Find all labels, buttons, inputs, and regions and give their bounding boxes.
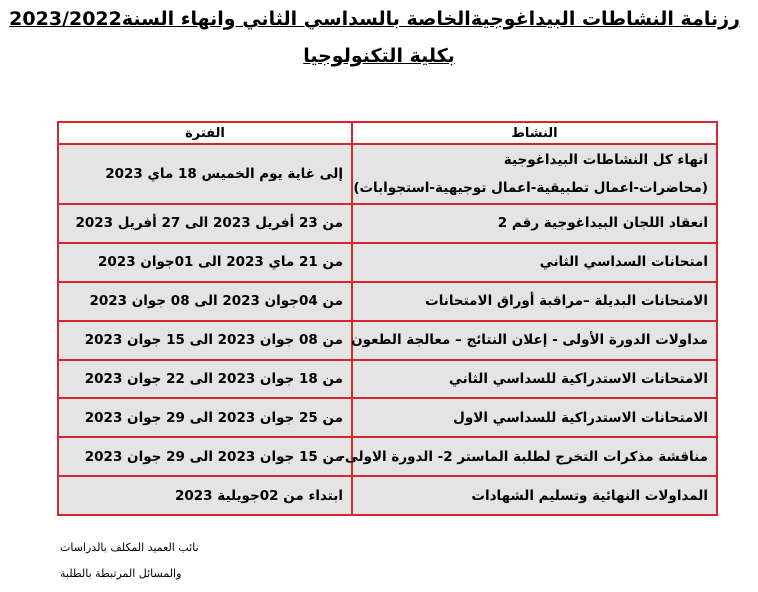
header-activity: النشاط [352, 122, 717, 144]
period-cell: من 21 ماي 2023 الى 01جوان 2023 [58, 243, 352, 282]
activity-cell [352, 144, 717, 204]
activity-subtext: (محاضرات-اعمال تطبيقية-اعمال توجيهية-استجوابات) [353, 180, 708, 196]
document-title: رزنامة النشاطات البيداغوجيةالخاصة بالسداسي الثاني وانهاء السنة2023/2022 [9, 8, 740, 30]
header-period: الفترة [58, 122, 352, 144]
activity-cell: الامتحانات البديلة –مراقبة أوراق الامتحانات [352, 282, 717, 321]
activity-cell: المداولات النهائية وتسليم الشهادات [352, 476, 717, 515]
table-row [58, 476, 717, 515]
activity-text: انهاء كل النشاطات البيداغوجية [503, 152, 708, 168]
table-row [58, 144, 717, 204]
activity-cell: مناقشة مذكرات التخرج لطلبة الماستر 2- الدورة الاولى- [352, 437, 717, 476]
period-cell: من 25 جوان 2023 الى 29 جوان 2023 [58, 398, 352, 437]
table-row [58, 243, 717, 282]
period-cell: من 15 جوان 2023 الى 29 جوان 2023 [58, 437, 352, 476]
period-cell: من 08 جوان 2023 الى 15 جوان 2023 [58, 321, 352, 360]
table-header-row [58, 122, 717, 144]
table-row [58, 398, 717, 437]
activity-cell: امتحانات السداسي الثاني [352, 243, 717, 282]
faculty-title: بكلية التكنولوجيا [303, 45, 455, 67]
signature-title-line2: والمسائل المرتبطة بالطلبة [60, 567, 182, 580]
period-cell: من 04جوان 2023 الى 08 جوان 2023 [58, 282, 352, 321]
table-row [58, 282, 717, 321]
table-row [58, 321, 717, 360]
activity-cell: مداولات الدورة الأولى - إعلان النتائج – معالجة الطعون [352, 321, 717, 360]
period-cell: ابتداء من 02جويلية 2023 [58, 476, 352, 515]
period-cell: إلى غاية يوم الخميس 18 ماي 2023 [58, 144, 352, 204]
activities-table [57, 121, 718, 516]
activity-cell: الامتحانات الاستدراكية للسداسي الاول [352, 398, 717, 437]
table-row [58, 360, 717, 399]
activity-cell: الامتحانات الاستدراكية للسداسي الثاني [352, 360, 717, 399]
period-cell: من 18 جوان 2023 الى 22 جوان 2023 [58, 360, 352, 399]
table-row [58, 437, 717, 476]
period-cell: من 23 أفريل 2023 الى 27 أفريل 2023 [58, 204, 352, 243]
table-row [58, 204, 717, 243]
activity-cell: انعقاد اللجان البيداغوجية رقم 2 [352, 204, 717, 243]
signature-title-line1: نائب العميد المكلف بالدراسات [60, 541, 199, 554]
